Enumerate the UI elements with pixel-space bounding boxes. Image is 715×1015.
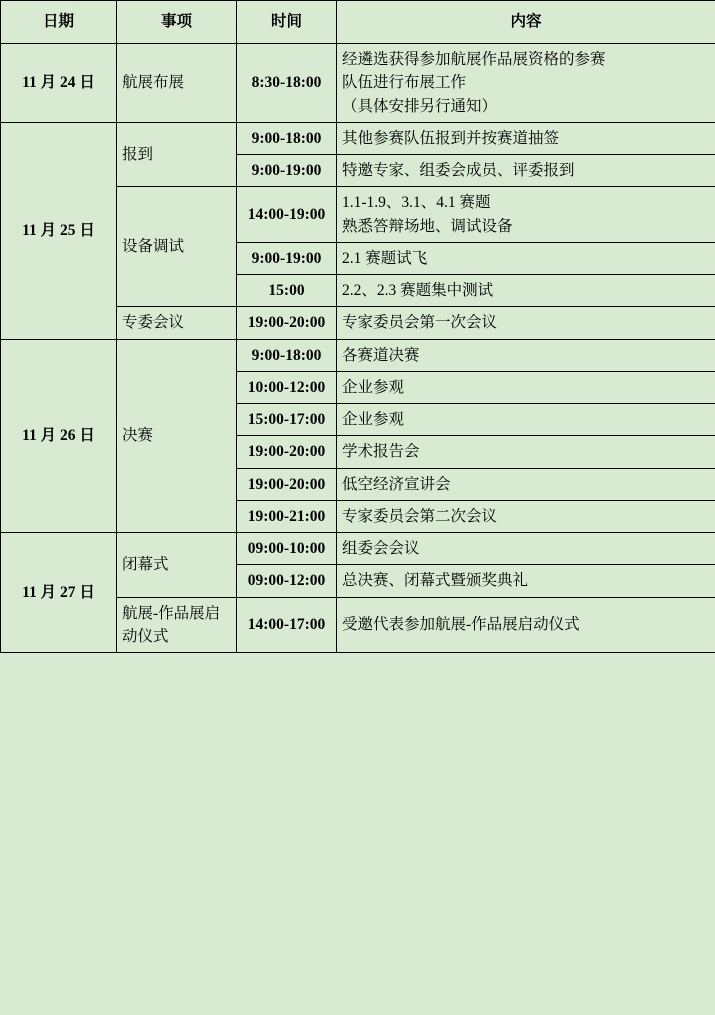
cell-content bbox=[337, 371, 715, 403]
cell-content bbox=[337, 597, 715, 653]
cell-time: 9:00-18:00 bbox=[237, 122, 337, 154]
cell-content bbox=[337, 155, 715, 187]
header-date: 日期 bbox=[1, 1, 117, 44]
cell-content bbox=[337, 533, 715, 565]
cell-item: 航展布展 bbox=[117, 44, 237, 123]
cell-content bbox=[337, 307, 715, 339]
content-line: 熟悉答辩场地、调试设备 bbox=[342, 217, 513, 235]
table-body bbox=[1, 44, 715, 653]
cell-date: 11 月 26 日 bbox=[1, 339, 117, 533]
header-row bbox=[1, 1, 715, 44]
content-line: （具体安排另行通知） bbox=[342, 97, 498, 115]
content-line: 总决赛、闭幕式暨颁奖典礼 bbox=[342, 572, 529, 590]
cell-time: 19:00-21:00 bbox=[237, 500, 337, 532]
cell-time: 15:00-17:00 bbox=[237, 404, 337, 436]
cell-item: 决赛 bbox=[117, 339, 237, 533]
cell-time: 15:00 bbox=[237, 275, 337, 307]
cell-time: 10:00-12:00 bbox=[237, 371, 337, 403]
cell-item: 设备调试 bbox=[117, 187, 237, 307]
cell-item: 闭幕式 bbox=[117, 533, 237, 598]
cell-date: 11 月 25 日 bbox=[1, 122, 117, 339]
cell-content bbox=[337, 468, 715, 500]
cell-content bbox=[337, 339, 715, 371]
table-row bbox=[1, 122, 715, 154]
content-line: 组委会会议 bbox=[342, 540, 420, 557]
content-line: 2.2、2.3 赛题集中测试 bbox=[342, 282, 494, 299]
content-line: 经遴选获得参加航展作品展资格的参赛 bbox=[342, 51, 606, 68]
cell-content bbox=[337, 404, 715, 436]
cell-content bbox=[337, 275, 715, 307]
cell-item: 航展-作品展启动仪式 bbox=[117, 597, 237, 653]
content-line: 特邀专家、组委会成员、评委报到 bbox=[342, 162, 575, 179]
header-item: 事项 bbox=[117, 1, 237, 44]
table-row bbox=[1, 339, 715, 371]
content-line: 各赛道决赛 bbox=[342, 346, 420, 364]
content-line: 其他参赛队伍报到并按赛道抽签 bbox=[342, 129, 560, 147]
cell-time: 19:00-20:00 bbox=[237, 307, 337, 339]
cell-time: 19:00-20:00 bbox=[237, 468, 337, 500]
content-line: 学术报告会 bbox=[342, 443, 420, 461]
content-line: 2.1 赛题试飞 bbox=[342, 249, 428, 267]
cell-time: 19:00-20:00 bbox=[237, 436, 337, 468]
content-line: 企业参观 bbox=[342, 378, 405, 396]
cell-content bbox=[337, 500, 715, 532]
cell-time: 14:00-17:00 bbox=[237, 597, 337, 653]
cell-date: 11 月 24 日 bbox=[1, 44, 117, 123]
cell-item: 专委会议 bbox=[117, 307, 237, 339]
cell-date: 11 月 27 日 bbox=[1, 533, 117, 653]
cell-content bbox=[337, 436, 715, 468]
table-row bbox=[1, 44, 715, 123]
cell-time: 9:00-19:00 bbox=[237, 242, 337, 274]
cell-content bbox=[337, 187, 715, 243]
cell-time: 9:00-18:00 bbox=[237, 339, 337, 371]
cell-time: 9:00-19:00 bbox=[237, 155, 337, 187]
header-content: 内容 bbox=[337, 1, 715, 44]
cell-time: 14:00-19:00 bbox=[237, 187, 337, 243]
content-line: 队伍进行布展工作 bbox=[342, 74, 467, 92]
table-row bbox=[1, 533, 715, 565]
content-line: 专家委员会第一次会议 bbox=[342, 314, 498, 332]
header-time: 时间 bbox=[237, 1, 337, 44]
cell-content bbox=[337, 565, 715, 597]
cell-time: 09:00-12:00 bbox=[237, 565, 337, 597]
cell-content bbox=[337, 44, 715, 123]
cell-item: 报到 bbox=[117, 122, 237, 187]
cell-time: 09:00-10:00 bbox=[237, 533, 337, 565]
content-line: 受邀代表参加航展-作品展启动仪式 bbox=[342, 616, 580, 634]
content-line: 企业参观 bbox=[342, 411, 405, 428]
content-line: 专家委员会第二次会议 bbox=[342, 507, 498, 525]
cell-content bbox=[337, 242, 715, 274]
cell-time: 8:30-18:00 bbox=[237, 44, 337, 123]
content-line: 低空经济宣讲会 bbox=[342, 475, 451, 493]
content-line: 1.1-1.9、3.1、4.1 赛题 bbox=[342, 194, 491, 212]
table-header bbox=[1, 1, 715, 44]
cell-content bbox=[337, 122, 715, 154]
